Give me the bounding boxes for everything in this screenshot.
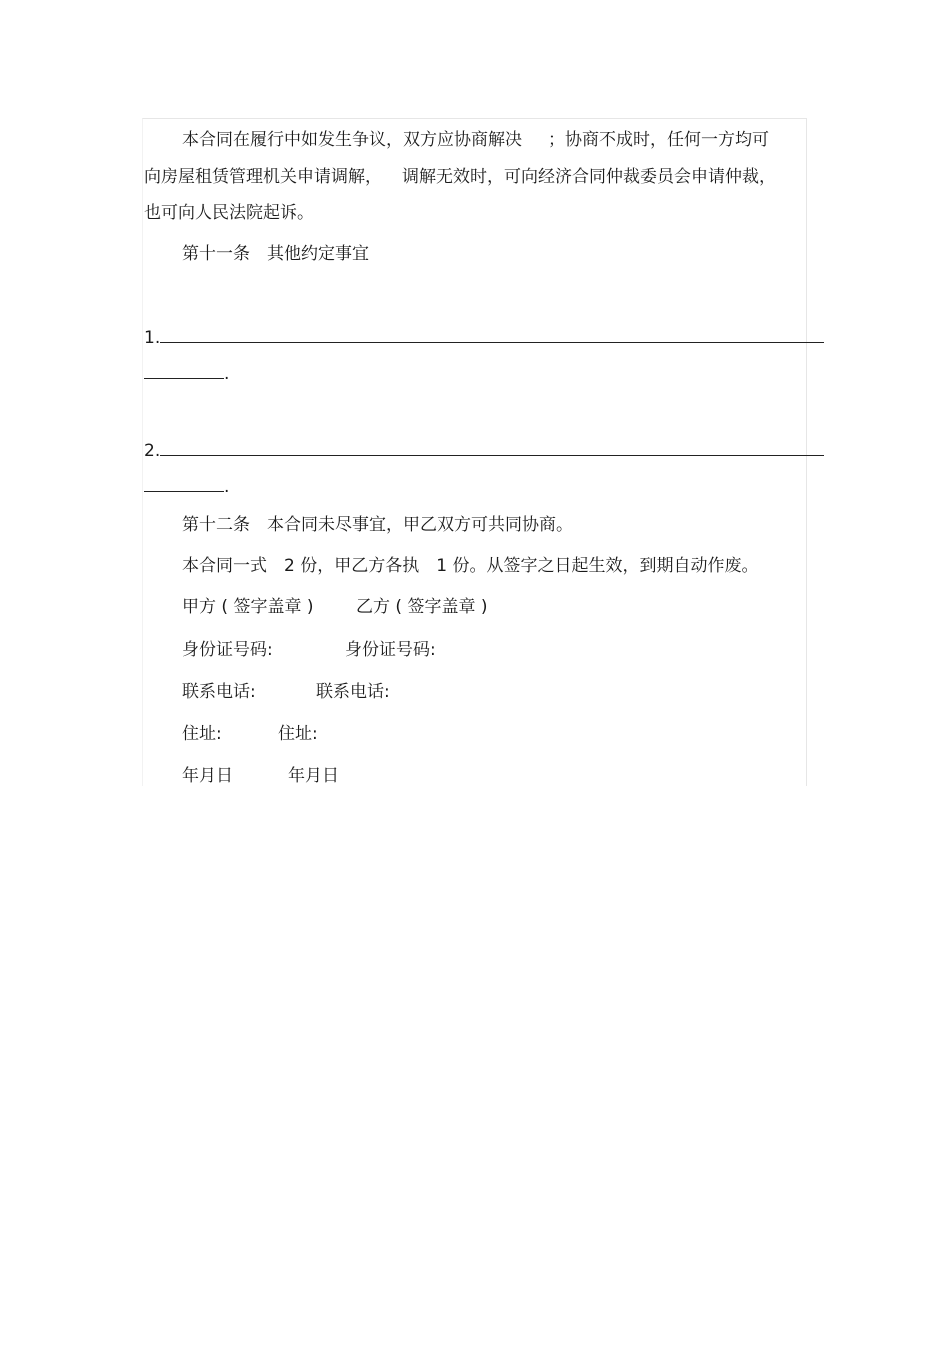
article-12-copies: 本合同一式 2 份，甲乙方各执 1 份。从签字之日起生效，到期自动作废。 xyxy=(182,556,759,576)
item-2-number: 2. xyxy=(144,441,161,461)
party-b-id: 身份证号码: xyxy=(345,640,436,660)
item-1-end: . xyxy=(224,364,230,384)
item-1-blank-cont xyxy=(144,358,224,379)
dispute-line-2b: 调解无效时，可向经济合同仲裁委员会申请仲裁， xyxy=(402,167,776,187)
item-2-blank xyxy=(160,435,824,456)
article-12-title: 第十二条 本合同未尽事宜，甲乙双方可共同协商。 xyxy=(182,515,573,535)
article-11-item-2-cont xyxy=(144,471,229,499)
party-a-address: 住址: xyxy=(182,724,222,744)
dispute-line-3: 也可向人民法院起诉。 xyxy=(144,203,314,223)
article-11-title: 第十一条 其他约定事宜 xyxy=(182,244,369,264)
dispute-line-1 xyxy=(182,128,769,152)
party-b-phone: 联系电话: xyxy=(316,682,390,702)
article-11-item-2 xyxy=(144,435,824,463)
dispute-line-1b: ；协商不成时，任何一方均可 xyxy=(548,130,769,150)
party-b-address: 住址: xyxy=(278,724,318,744)
item-2-end: . xyxy=(224,477,230,497)
dispute-line-1a: 本合同在履行中如发生争议，双方应协商解决 xyxy=(182,130,522,150)
party-b-date: 年月日 xyxy=(288,766,339,786)
item-1-number: 1. xyxy=(144,328,161,348)
party-b-label: 乙方 ( 签字盖章 ) xyxy=(356,597,488,617)
dispute-line-2a: 向房屋租赁管理机关申请调解， xyxy=(144,167,382,187)
party-a-id: 身份证号码: xyxy=(182,640,273,660)
item-1-blank xyxy=(160,322,824,343)
article-11-item-1 xyxy=(144,322,824,350)
dispute-line-2 xyxy=(144,165,776,189)
article-11-item-1-cont xyxy=(144,358,229,386)
party-a-label: 甲方 ( 签字盖章 ) xyxy=(182,597,314,617)
party-a-phone: 联系电话: xyxy=(182,682,256,702)
party-a-date: 年月日 xyxy=(182,766,233,786)
item-2-blank-cont xyxy=(144,471,224,492)
